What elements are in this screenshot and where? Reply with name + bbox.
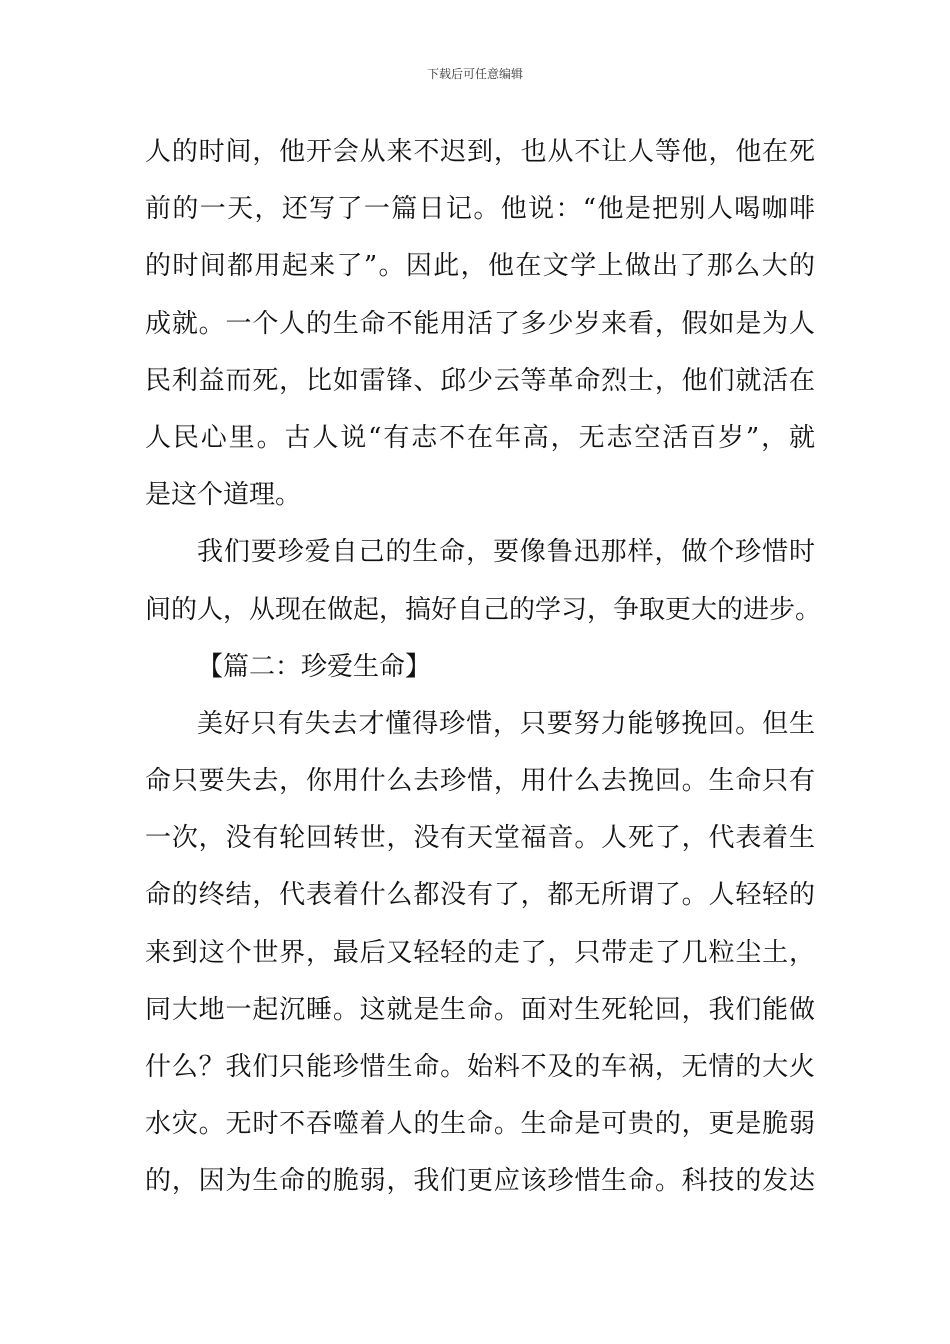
text-line: 间的人，从现在做起，搞好自己的学习，争取更大的进步。: [145, 594, 822, 625]
text-line: 人的时间，他开会从来不迟到，也从不让人等他，他在死: [145, 137, 815, 167]
text-line: 命的终结，代表着什么都没有了，都无所谓了。人轻轻的: [145, 880, 815, 911]
text-line: 一次，没有轮回转世，没有天堂福音。人死了，代表着生: [145, 823, 815, 854]
text-line: 的，因为生命的脆弱，我们更应该珍惜生命。科技的发达: [145, 1166, 815, 1197]
document-body: [145, 124, 822, 1211]
text-line: 什么？我们只能珍惜生命。始料不及的车祸，无情的大火: [145, 1052, 815, 1082]
paragraph-first-line: 美好只有失去才懂得珍惜，只要努力能够挽回。但生: [197, 708, 815, 739]
paragraph-first-line: 我们要珍爱自己的生命，要像鲁迅那样，做个珍惜时: [197, 537, 815, 568]
text-line: 来到这个世界，最后又轻轻的走了，只带走了几粒尘土，: [145, 937, 815, 968]
section-heading: 【篇二：珍爱生命】: [197, 651, 432, 682]
text-line: 的时间都用起来了”。因此，他在文学上做出了那么大的: [145, 251, 815, 282]
text-line: 命只要失去，你用什么去珍惜，用什么去挽回。生命只有: [145, 766, 815, 797]
text-line: 是这个道理。: [145, 480, 302, 511]
page-header: 下载后可任意编辑: [426, 67, 523, 81]
text-line: 前的一天，还写了一篇日记。他说：“他是把别人喝咖啡: [145, 194, 815, 225]
text-line: 人民心里。古人说“有志不在年高，无志空活百岁”，就: [145, 422, 815, 453]
text-line: 成就。一个人的生命不能用活了多少岁来看，假如是为人: [145, 308, 815, 339]
text-line: 同大地一起沉睡。这就是生命。面对生死轮回，我们能做: [145, 994, 815, 1025]
text-line: 水灾。无时不吞噬着人的生命。生命是可贵的，更是脆弱: [145, 1109, 815, 1140]
text-line: 民利益而死，比如雷锋、邱少云等革命烈士，他们就活在: [145, 365, 815, 396]
